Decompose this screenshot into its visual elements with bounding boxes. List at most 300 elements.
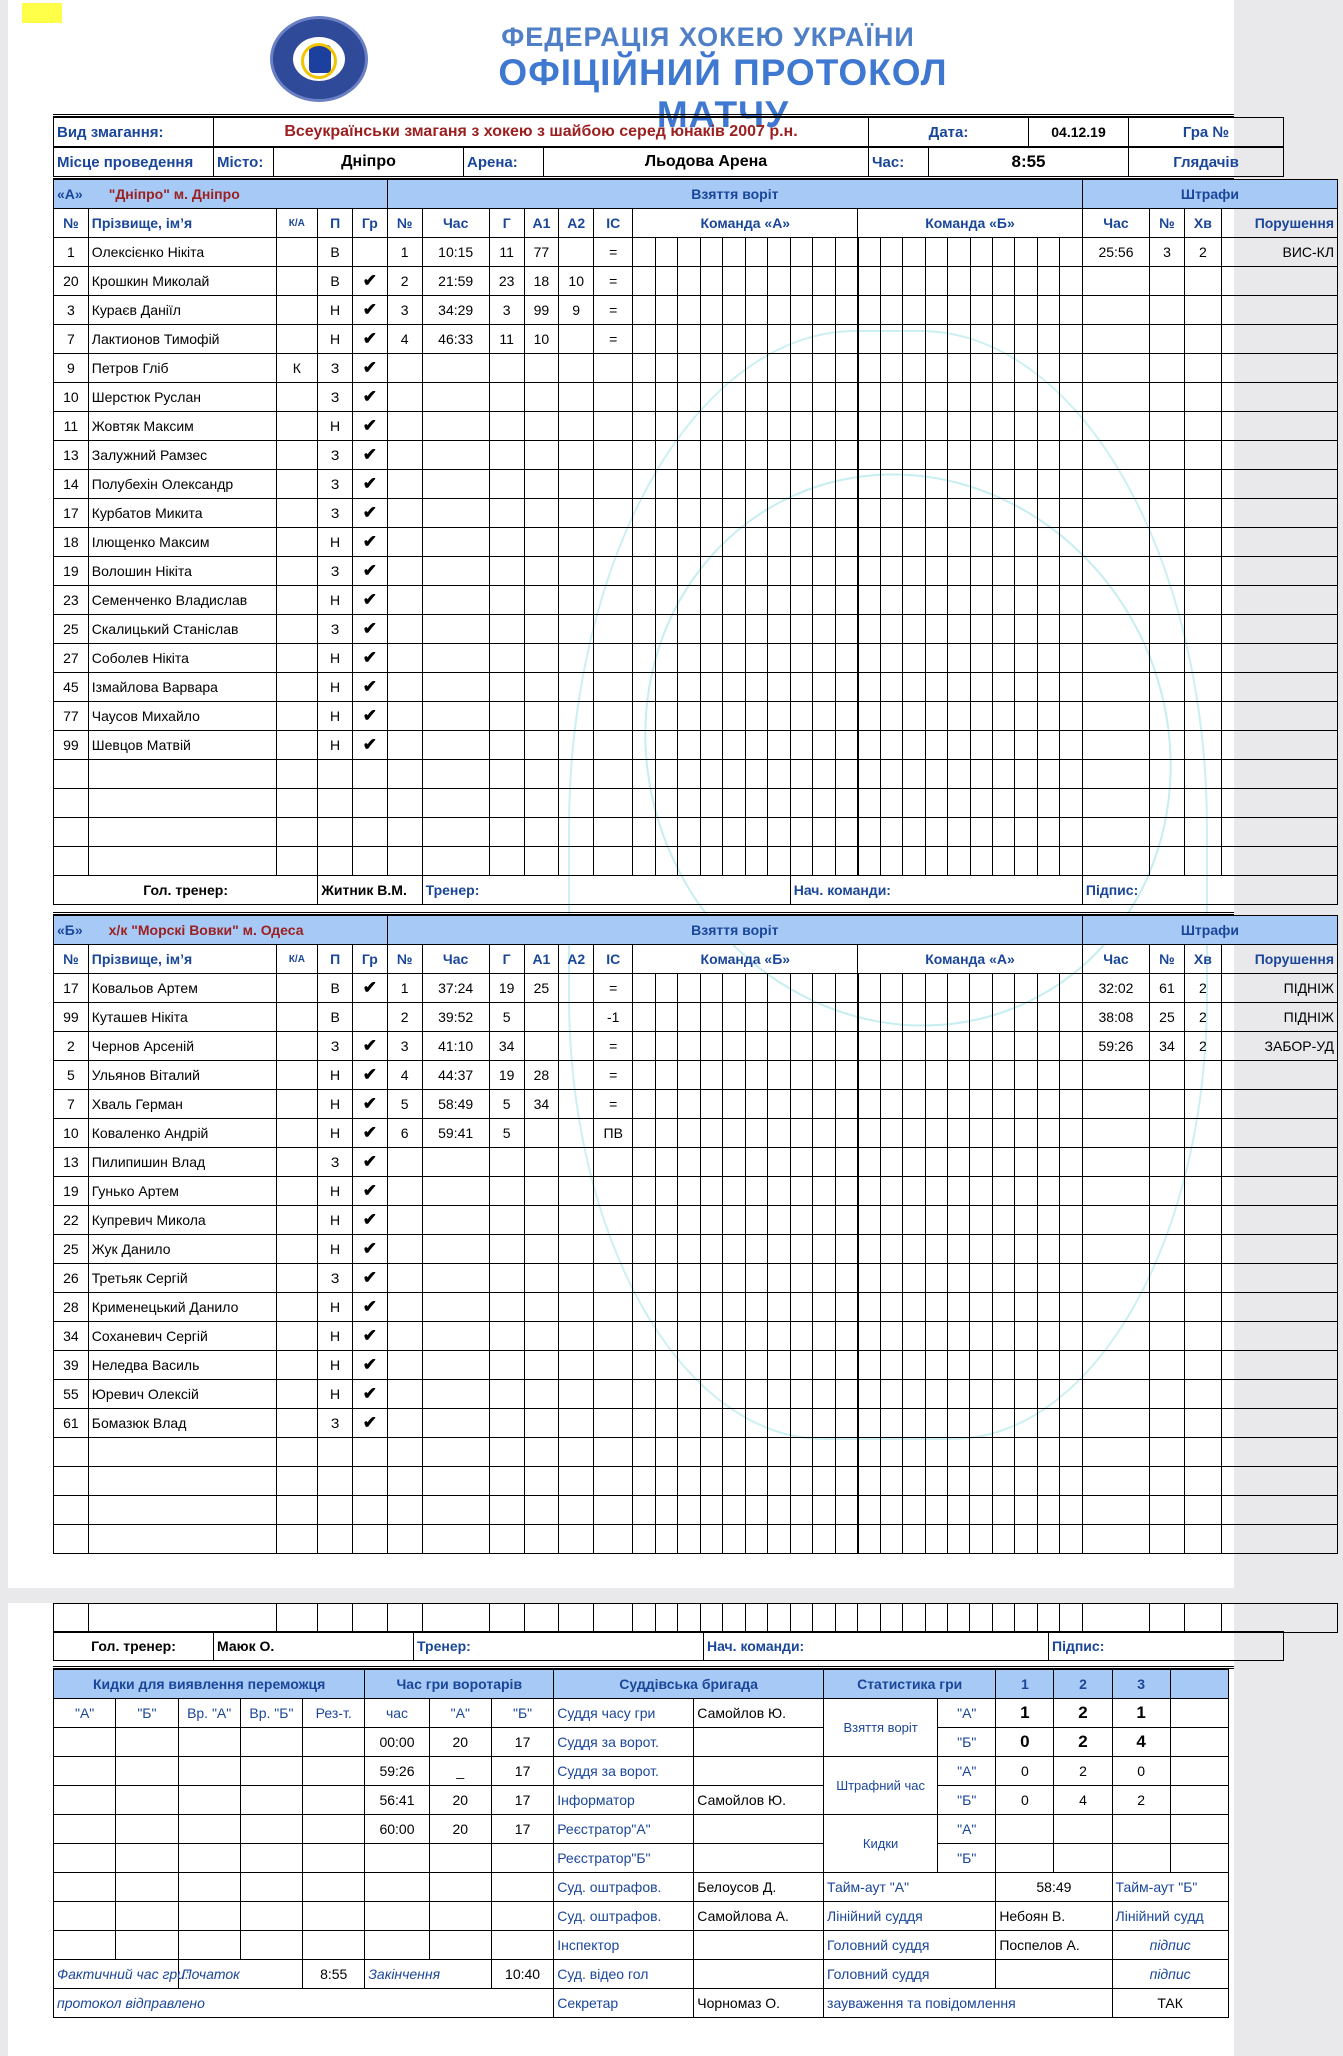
penalty-minutes: 2 [1184,974,1221,1003]
captain-mark [276,1148,318,1177]
shot-cell [835,1322,857,1351]
referee-role: Суд. відео гол [554,1960,694,1989]
played-check [353,1525,388,1554]
shot-cell [813,818,835,847]
goal-number [387,1148,422,1177]
goal-assist1 [524,1438,559,1467]
captain-mark [276,731,318,760]
penalty-minutes [1184,441,1221,470]
table-row [54,1873,1343,1902]
shot-cell [992,1177,1014,1206]
penalty-time [1082,1177,1149,1206]
shot-cell [903,1090,925,1119]
shot-cell [835,267,857,296]
player-number [54,1496,89,1525]
player-position [318,1467,353,1496]
shot-cell [1015,615,1037,644]
shot-cell [768,238,790,267]
goal-strength [594,1206,633,1235]
referee-role: Суд. оштрафов. [554,1873,694,1902]
goal-assist2 [559,789,594,818]
penalty-player [1150,760,1185,789]
shot-cell [655,731,677,760]
player-position: Н [318,673,353,702]
player-position [318,847,353,876]
penalty-minutes: 2 [1184,1003,1221,1032]
shot-cell [813,325,835,354]
shot-cell [948,1177,970,1206]
table-row [54,1989,1343,2018]
shot-cell [790,974,812,1003]
penalty-minutes [1184,1380,1221,1409]
col-ka: К/А [276,945,318,974]
shot-cell [903,1380,925,1409]
player-position: Н [318,296,353,325]
table-row [54,1322,1338,1351]
shot-cell [790,1032,812,1061]
shot-cell [1037,296,1059,325]
shot-cell [992,499,1014,528]
shootout-cell [116,1873,178,1902]
empty-cell [1221,1604,1337,1633]
penalty-time [1082,1293,1149,1322]
goal-time: 59:41 [422,1119,489,1148]
goal-assist2 [559,974,594,1003]
penalty-minutes [1184,412,1221,441]
goal-number [387,673,422,702]
table-row [54,702,1338,731]
shot-cell [768,586,790,615]
referee-name [694,1815,824,1844]
stat-value: 2 [1112,1786,1170,1815]
shot-cell [1015,1525,1037,1554]
goal-scorer [489,1264,524,1293]
shot-cell [1060,1264,1083,1293]
table-row [54,1177,1338,1206]
penalty-time [1082,470,1149,499]
player-name: Куташев Нікіта [88,1003,276,1032]
goal-number: 2 [387,1003,422,1032]
shot-cell [768,1177,790,1206]
penalty-violation [1221,1322,1337,1351]
shot-cell [813,296,835,325]
captain-mark [276,586,318,615]
shot-cell [858,818,880,847]
player-position: З [318,1032,353,1061]
penalty-violation [1221,731,1337,760]
team_b-goals-header: Взяття воріт [387,916,1082,945]
penalty-player [1150,528,1185,557]
captain-mark [276,1235,318,1264]
penalty-player [1150,644,1185,673]
shot-cell [633,1264,655,1293]
penalty-minutes [1184,1090,1221,1119]
shot-cell [790,644,812,673]
goal-number: 1 [387,238,422,267]
shot-cell [813,470,835,499]
shot-cell [858,586,880,615]
goal-assist1 [524,1380,559,1409]
shot-cell [813,789,835,818]
shot-cell [633,760,655,789]
penalty-player [1150,818,1185,847]
empty-cell [1184,1604,1221,1633]
penalty-player [1150,1438,1185,1467]
goal-number [387,354,422,383]
shot-cell [925,267,947,296]
team_a-tag: «А» [57,186,83,202]
shot-cell [790,325,812,354]
venue-label: Місце проведення [54,148,214,177]
player-number: 18 [54,528,89,557]
goal-number [387,528,422,557]
shot-cell [678,354,700,383]
goalie-time-cell: 00:00 [365,1728,429,1757]
shot-cell [880,644,902,673]
shot-cell [633,267,655,296]
head-referee2-label: Головний суддя [824,1960,996,1989]
shot-cell [745,818,767,847]
goal-number [387,731,422,760]
table-row [54,354,1338,383]
shot-cell [1015,238,1037,267]
empty-cell [1150,1604,1185,1633]
actual-time-label: Фактичний час гри: [54,1960,179,1989]
goal-strength [594,731,633,760]
goal-assist1 [524,1206,559,1235]
shot-cell [790,441,812,470]
shot-cell [970,1206,992,1235]
shot-cell [723,441,745,470]
penalty-time [1082,1380,1149,1409]
shot-cell [813,1235,835,1264]
goal-time [422,1380,489,1409]
shot-cell [745,267,767,296]
penalty-violation [1221,818,1337,847]
stat-value: 0 [996,1728,1054,1757]
shot-cell [880,296,902,325]
played-check: ✔ [353,974,388,1003]
stat-overtime [1170,1699,1228,1728]
goal-number [387,1380,422,1409]
stat-value: 2 [1054,1699,1112,1728]
penalty-violation: ЗАБОР-УД [1221,1032,1337,1061]
competition-label: Вид змагання: [54,118,214,147]
goal-scorer [489,1496,524,1525]
goal-scorer: 5 [489,1119,524,1148]
team-a-section [53,176,1334,910]
shot-cell [1060,847,1083,876]
goal-assist1 [524,499,559,528]
shot-cell [700,296,722,325]
shot-cell [903,1351,925,1380]
shot-cell [723,974,745,1003]
goal-assist1 [524,383,559,412]
team_b-title-row [54,916,1338,945]
player-position: Н [318,731,353,760]
shot-cell [970,847,992,876]
shot-cell [700,383,722,412]
shot-cell [1060,1496,1083,1525]
shot-cell [925,499,947,528]
played-check: ✔ [353,1235,388,1264]
shot-cell [858,1467,880,1496]
shot-cell [1037,1206,1059,1235]
shot-cell [992,557,1014,586]
shot-cell [700,499,722,528]
shot-cell [925,1177,947,1206]
shot-cell [700,818,722,847]
shootout-cell [116,1728,178,1757]
shot-cell [1060,557,1083,586]
protocol-page-1 [8,0,1334,1588]
shot-cell [1037,383,1059,412]
shootout-cell [116,1931,178,1960]
goal-strength [594,1322,633,1351]
goal-time: 46:33 [422,325,489,354]
played-check [352,818,387,847]
captain-mark [276,412,318,441]
shot-cell [1060,789,1083,818]
shot-cell [970,1409,992,1438]
shot-cell [678,528,700,557]
penalty-time: 38:08 [1082,1003,1149,1032]
goal-strength: = [594,1032,633,1061]
empty-cell [524,1604,559,1633]
penalty-player [1150,1177,1185,1206]
empty-cell [790,1604,812,1633]
referee-role: Секретар [554,1989,694,2018]
played-check [353,1467,388,1496]
shot-cell [768,731,790,760]
shot-cell [790,1003,812,1032]
shot-cell [903,1177,925,1206]
head-referee-sign: підпис [1112,1931,1228,1960]
goal-assist2 [559,1032,594,1061]
shot-cell [700,1119,722,1148]
penalty-minutes [1184,1148,1221,1177]
team_b-table [53,915,1338,1554]
shot-cell [925,557,947,586]
shot-cell [948,1090,970,1119]
shot-cell [1037,586,1059,615]
shootout-col-3: Вр. "Б" [240,1699,302,1728]
shot-cell [633,1003,655,1032]
shot-cell [880,354,902,383]
shot-cell [633,354,655,383]
played-check [352,238,387,267]
penalty-violation [1221,267,1337,296]
shot-cell [1015,731,1037,760]
shot-cell [880,557,902,586]
goal-number [387,412,422,441]
shot-cell [835,1351,857,1380]
shot-cell [948,528,970,557]
shot-cell [970,325,992,354]
goal-time [422,1177,489,1206]
goal-time [422,1206,489,1235]
shot-cell [700,1148,722,1177]
shot-cell [948,1003,970,1032]
captain-mark [276,470,318,499]
shot-cell [903,1032,925,1061]
shot-cell [655,1496,677,1525]
table-row [54,1409,1338,1438]
shot-cell [790,1119,812,1148]
shot-cell [925,615,947,644]
penalty-violation: ВИС-КЛ [1221,238,1337,267]
col-pos: П [318,945,353,974]
table-row [54,1032,1338,1061]
team_b-column-headers [54,945,1338,974]
col-goal: Г [489,945,524,974]
shot-cell [678,760,700,789]
shot-cell [880,1380,902,1409]
goal-number [387,760,422,789]
goal-strength: = [594,238,633,267]
referee-name: Самойлов Ю. [694,1786,824,1815]
shot-cell [880,325,902,354]
goalie-time-cell: 20 [429,1815,491,1844]
goal-assist2 [559,586,594,615]
referee-name: Самойлова А. [694,1902,824,1931]
shot-cell [790,1380,812,1409]
penalty-minutes [1184,1496,1221,1525]
player-number: 77 [54,702,89,731]
shot-cell [678,1496,700,1525]
player-number: 7 [54,1090,89,1119]
empty-cell [387,1604,422,1633]
shot-cell [880,1409,902,1438]
goal-time [422,412,489,441]
goal-scorer [489,528,524,557]
shot-cell [768,354,790,383]
shot-cell [858,1264,880,1293]
shot-cell [813,1467,835,1496]
goal-number [387,499,422,528]
goal-time [422,383,489,412]
shot-cell [745,586,767,615]
shot-cell [835,1264,857,1293]
captain-mark [276,673,318,702]
shot-cell [858,760,880,789]
shot-cell [790,1322,812,1351]
stat-value [1112,1844,1170,1873]
shot-cell [700,1322,722,1351]
goal-assist2 [559,383,594,412]
empty-cell [594,1604,633,1633]
shot-cell [655,789,677,818]
shot-cell [835,1177,857,1206]
shot-cell [948,1061,970,1090]
empty-cell [835,1604,857,1633]
shot-cell [813,1322,835,1351]
shot-cell [1037,1119,1059,1148]
played-check: ✔ [353,1119,388,1148]
shot-cell [678,557,700,586]
shot-cell [655,1293,677,1322]
shot-cell [1015,1293,1037,1322]
shootout-cell [116,1815,178,1844]
shot-cell [790,1264,812,1293]
stat-team: "А" [938,1699,996,1728]
shot-cell [1015,1090,1037,1119]
shot-cell [948,1148,970,1177]
goal-scorer: 11 [489,325,524,354]
shot-cell [655,1119,677,1148]
shot-cell [700,1003,722,1032]
goalie-time-cell: 20 [429,1786,491,1815]
penalty-minutes [1184,615,1221,644]
penalty-minutes [1184,1061,1221,1090]
shot-cell [768,1380,790,1409]
shot-cell [1060,1119,1083,1148]
goal-strength [594,847,633,876]
summary-table [53,1669,1343,2018]
captain-mark [276,615,318,644]
shot-cell [700,1380,722,1409]
goal-assist2 [559,702,594,731]
shot-cell [925,1032,947,1061]
team_b-team-name: х/к "Морскі Вовки" м. Одеса [108,922,304,938]
shot-cell [948,1322,970,1351]
shot-cell [858,731,880,760]
goal-assist1 [524,1351,559,1380]
goalie-time-cell [491,1902,553,1931]
shot-cell [970,731,992,760]
goal-time [422,1235,489,1264]
played-check: ✔ [353,1148,388,1177]
shot-cell [700,354,722,383]
shot-cell [880,441,902,470]
col-played: Гр [352,209,387,238]
shot-cell [835,1380,857,1409]
penalty-time [1082,499,1149,528]
shot-cell [655,1235,677,1264]
goal-scorer [489,731,524,760]
shot-cell [1037,1264,1059,1293]
shootout-cell [303,1844,365,1873]
shot-cell [700,1467,722,1496]
shot-cell [790,760,812,789]
goal-strength: ПВ [594,1119,633,1148]
shot-cell [835,644,857,673]
shot-cell [903,325,925,354]
shot-cell [768,1206,790,1235]
shot-cell [1015,1264,1037,1293]
stat-value: 4 [1054,1786,1112,1815]
shot-cell [992,267,1014,296]
penalty-player [1150,1264,1185,1293]
shot-cell [970,673,992,702]
player-name: Лактионов Тимофій [88,325,276,354]
penalty-player [1150,702,1185,731]
player-position: З [318,1264,353,1293]
shot-cell [858,702,880,731]
shot-cell [745,1119,767,1148]
shot-cell [1060,1003,1083,1032]
shot-cell [723,1061,745,1090]
shot-cell [992,296,1014,325]
end-time: 10:40 [491,1960,553,1989]
stat-team: "Б" [938,1786,996,1815]
penalty-minutes [1184,1293,1221,1322]
shot-cell [1015,1061,1037,1090]
shot-cell [1015,818,1037,847]
goal-scorer [489,383,524,412]
table-row [54,1728,1343,1757]
shot-cell [880,470,902,499]
